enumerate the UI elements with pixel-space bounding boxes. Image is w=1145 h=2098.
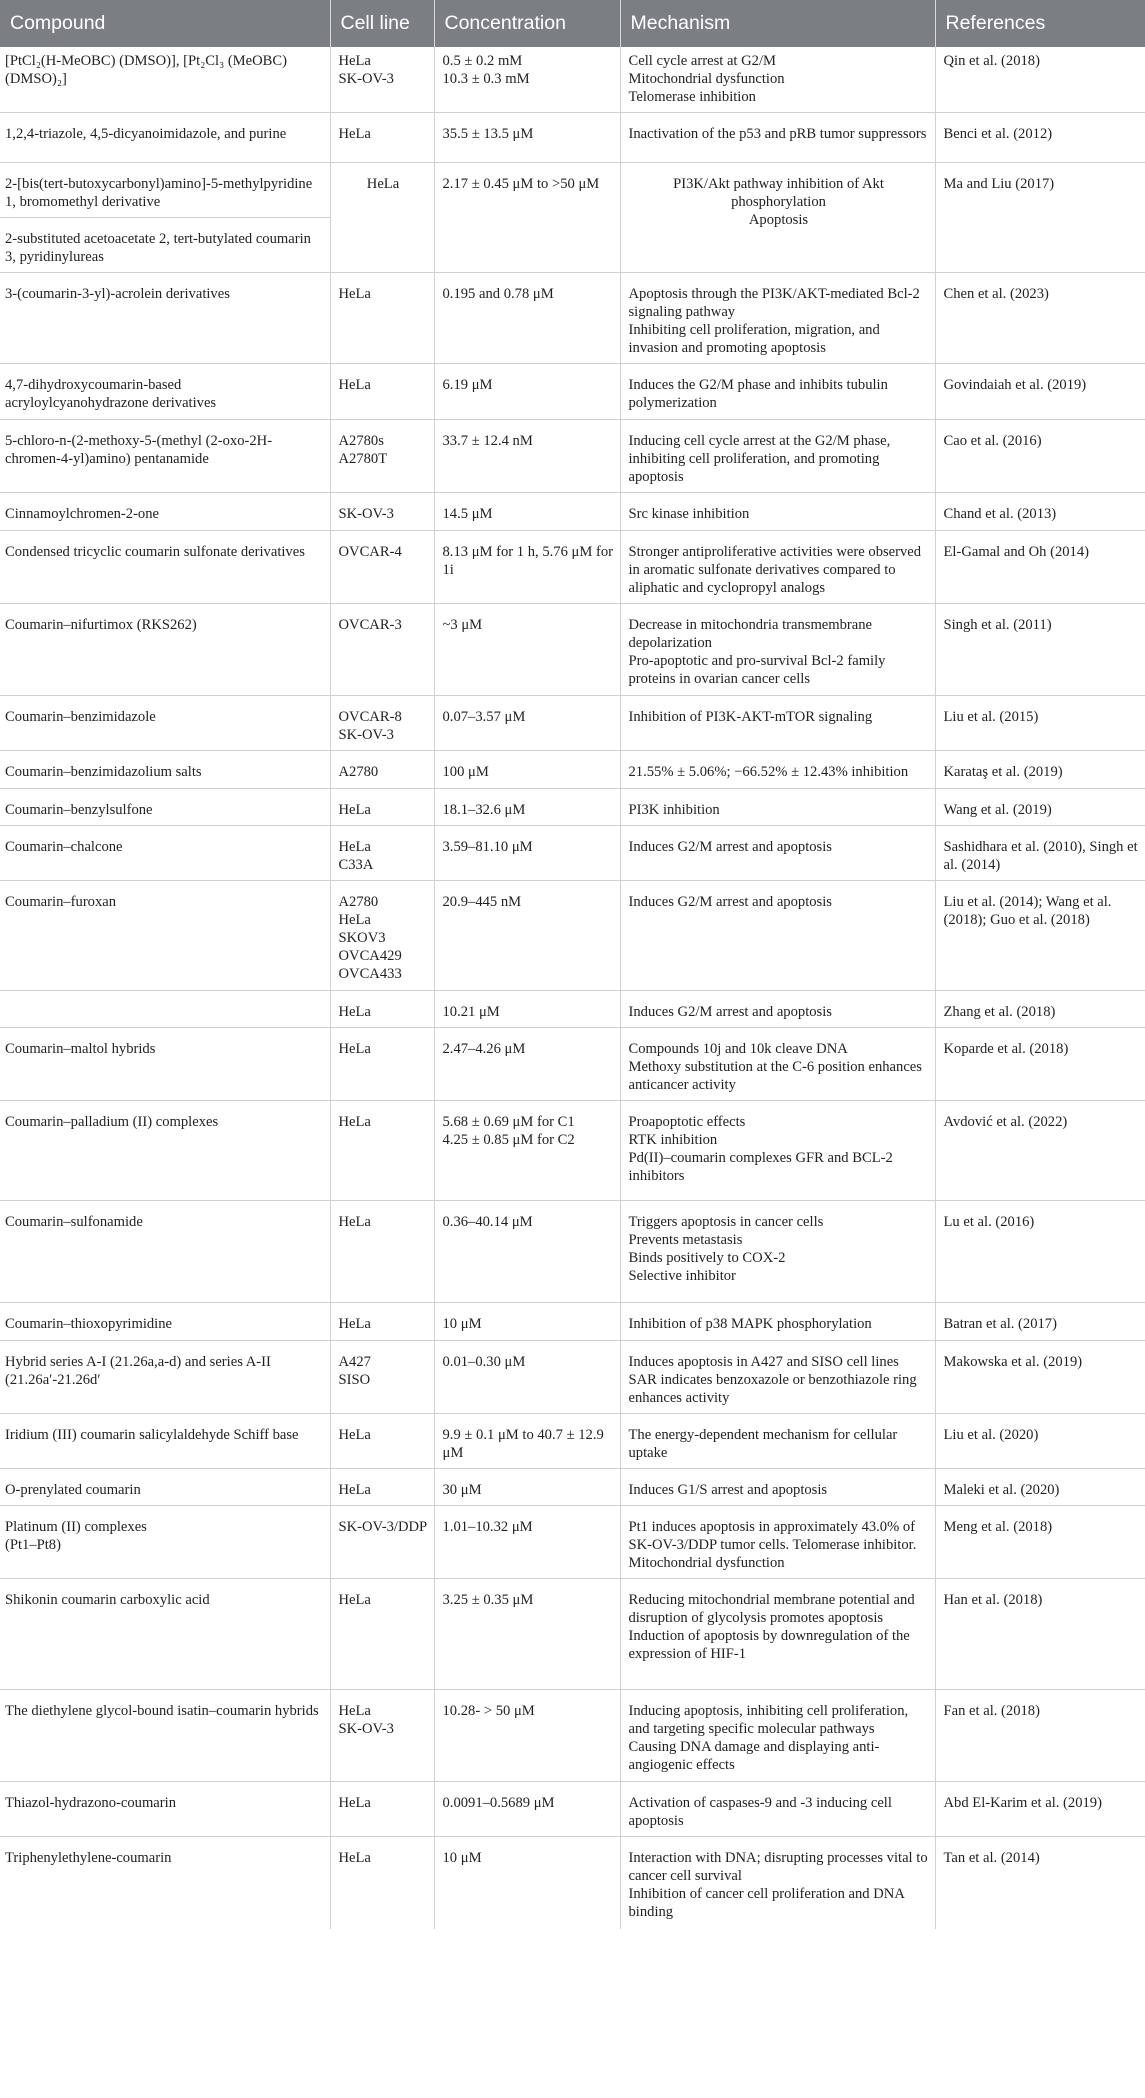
cell-compound: 3-(coumarin-3-yl)-acrolein derivatives	[0, 273, 330, 364]
cell-cell-line: HeLa	[330, 1579, 434, 1690]
cell-mechanism: Induces G2/M arrest and apoptosis	[620, 826, 935, 881]
cell-reference: Avdović et al. (2022)	[935, 1101, 1145, 1201]
cell-compound: Coumarin–chalcone	[0, 826, 330, 881]
table-row	[0, 1028, 1145, 1101]
cell-mechanism: Apoptosis through the PI3K/AKT-mediated Bcl-2 signaling pathway Inhibiting cell proliferation, migration, and invasion and promoting apoptosis	[620, 273, 935, 364]
cell-cell-line: OVCAR-4	[330, 531, 434, 604]
cell-reference: Makowska et al. (2019)	[935, 1341, 1145, 1414]
cell-cell-line: HeLa	[330, 163, 434, 273]
cell-reference: Zhang et al. (2018)	[935, 991, 1145, 1028]
cell-mechanism: Decrease in mitochondria transmembrane depolarization Pro-apoptotic and pro-survival Bcl-2 family proteins in ovarian cancer cells	[620, 604, 935, 696]
cell-reference: Chen et al. (2023)	[935, 273, 1145, 364]
cell-cell-line: HeLa SK-OV-3	[330, 1690, 434, 1782]
cell-reference: Ma and Liu (2017)	[935, 163, 1145, 273]
table-row	[0, 1469, 1145, 1506]
cell-reference: Wang et al. (2019)	[935, 789, 1145, 826]
table-row	[0, 47, 1145, 113]
cell-cell-line: A427 SISO	[330, 1341, 434, 1414]
cell-concentration: ~3 μM	[434, 604, 620, 696]
cell-mechanism: Compounds 10j and 10k cleave DNA Methoxy substitution at the C-6 position enhances anticancer activity	[620, 1028, 935, 1101]
table-row	[0, 696, 1145, 751]
cell-concentration: 0.5 ± 0.2 mM 10.3 ± 0.3 mM	[434, 47, 620, 113]
cell-cell-line: A2780 HeLa SKOV3 OVCA429 OVCA433	[330, 881, 434, 991]
cell-cell-line: SK-OV-3/DDP	[330, 1506, 434, 1579]
cell-concentration: 10 μM	[434, 1837, 620, 1929]
cell-mechanism: Inhibition of p38 MAPK phosphorylation	[620, 1303, 935, 1341]
cell-mechanism: Activation of caspases-9 and -3 inducing cell apoptosis	[620, 1782, 935, 1837]
cell-compound: Coumarin–palladium (II) complexes	[0, 1101, 330, 1201]
cell-mechanism: Reducing mitochondrial membrane potential and disruption of glycolysis promotes apoptosis Induction of apoptosis by downregulation of the expression of HIF-1	[620, 1579, 935, 1690]
cell-compound: 4,7-dihydroxycoumarin-based acryloylcyanohydrazone derivatives	[0, 364, 330, 420]
cell-reference: Koparde et al. (2018)	[935, 1028, 1145, 1101]
cell-mechanism: Inactivation of the p53 and pRB tumor suppressors	[620, 113, 935, 163]
cell-concentration: 2.17 ± 0.45 μM to >50 μM	[434, 163, 620, 273]
cell-reference: Liu et al. (2014); Wang et al. (2018); Guo et al. (2018)	[935, 881, 1145, 991]
cell-mechanism: Proapoptotic effects RTK inhibition Pd(II)–coumarin complexes GFR and BCL-2 inhibitors	[620, 1101, 935, 1201]
cell-reference: Cao et al. (2016)	[935, 420, 1145, 493]
cell-concentration: 3.25 ± 0.35 μM	[434, 1579, 620, 1690]
table-row	[0, 789, 1145, 826]
cell-compound: Triphenylethylene-coumarin	[0, 1837, 330, 1929]
cell-concentration: 10.28- > 50 μM	[434, 1690, 620, 1782]
table-row	[0, 881, 1145, 991]
table-row	[0, 604, 1145, 696]
cell-mechanism: Induces G1/S arrest and apoptosis	[620, 1469, 935, 1506]
cell-concentration: 8.13 μM for 1 h, 5.76 μM for 1i	[434, 531, 620, 604]
cell-mechanism: Induces the G2/M phase and inhibits tubulin polymerization	[620, 364, 935, 420]
cell-cell-line: HeLa SK-OV-3	[330, 47, 434, 113]
cell-compound: Shikonin coumarin carboxylic acid	[0, 1579, 330, 1690]
cell-cell-line: A2780s A2780T	[330, 420, 434, 493]
cell-compound: Coumarin–thioxopyrimidine	[0, 1303, 330, 1341]
cell-cell-line: HeLa	[330, 789, 434, 826]
table-row	[0, 826, 1145, 881]
cell-concentration: 20.9–445 nM	[434, 881, 620, 991]
cell-reference: Chand et al. (2013)	[935, 493, 1145, 531]
table-row	[0, 1782, 1145, 1837]
cell-mechanism: PI3K/Akt pathway inhibition of Akt phosphorylation Apoptosis	[620, 163, 935, 273]
cell-mechanism: PI3K inhibition	[620, 789, 935, 826]
cell-cell-line: HeLa	[330, 364, 434, 420]
cell-concentration: 0.0091–0.5689 μM	[434, 1782, 620, 1837]
table-row	[0, 1341, 1145, 1414]
cell-concentration: 30 μM	[434, 1469, 620, 1506]
cell-reference: Govindaiah et al. (2019)	[935, 364, 1145, 420]
cell-compound: Coumarin–furoxan	[0, 881, 330, 991]
table-row	[0, 420, 1145, 493]
cell-mechanism: 21.55% ± 5.06%; −66.52% ± 12.43% inhibition	[620, 751, 935, 789]
table-row	[0, 493, 1145, 531]
cell-cell-line: HeLa	[330, 1028, 434, 1101]
table-row	[0, 531, 1145, 604]
cell-concentration: 35.5 ± 13.5 μM	[434, 113, 620, 163]
table-row	[0, 1579, 1145, 1690]
table-row	[0, 1201, 1145, 1303]
cell-compound: The diethylene glycol-bound isatin–coumarin hybrids	[0, 1690, 330, 1782]
cell-cell-line: HeLa	[330, 1101, 434, 1201]
cell-concentration: 3.59–81.10 μM	[434, 826, 620, 881]
cell-compound: Coumarin–benzylsulfone	[0, 789, 330, 826]
table-row	[0, 1690, 1145, 1782]
cell-mechanism: Pt1 induces apoptosis in approximately 43.0% of SK-OV-3/DDP tumor cells. Telomerase inhibitor. Mitochondrial dysfunction	[620, 1506, 935, 1579]
cell-compound	[0, 991, 330, 1028]
cell-concentration: 10 μM	[434, 1303, 620, 1341]
table-row	[0, 1837, 1145, 1929]
cell-concentration: 33.7 ± 12.4 nM	[434, 420, 620, 493]
cell-compound: O-prenylated coumarin	[0, 1469, 330, 1506]
cell-reference: Meng et al. (2018)	[935, 1506, 1145, 1579]
cell-reference: Qin et al. (2018)	[935, 47, 1145, 113]
table-row	[0, 1506, 1145, 1579]
cell-mechanism: Induces apoptosis in A427 and SISO cell lines SAR indicates benzoxazole or benzothiazole ring enhances activity	[620, 1341, 935, 1414]
cell-compound: 2-substituted acetoacetate 2, tert-butylated coumarin 3, pyridinylureas	[0, 218, 330, 273]
cell-reference: Sashidhara et al. (2010), Singh et al. (2014)	[935, 826, 1145, 881]
cell-compound: 5-chloro-n-(2-methoxy-5-(methyl (2-oxo-2H-chromen-4-yl)amino) pentanamide	[0, 420, 330, 493]
cell-cell-line: OVCAR-3	[330, 604, 434, 696]
header-mechanism: Mechanism	[620, 0, 935, 47]
cell-compound: Platinum (II) complexes (Pt1–Pt8)	[0, 1506, 330, 1579]
table-row	[0, 1101, 1145, 1201]
cell-mechanism: Triggers apoptosis in cancer cells Prevents metastasis Binds positively to COX-2 Selective inhibitor	[620, 1201, 935, 1303]
cell-concentration: 2.47–4.26 μM	[434, 1028, 620, 1101]
cell-reference: Liu et al. (2020)	[935, 1414, 1145, 1469]
cell-compound: 1,2,4-triazole, 4,5-dicyanoimidazole, and purine	[0, 113, 330, 163]
cell-cell-line: HeLa	[330, 1303, 434, 1341]
cell-mechanism: Inducing cell cycle arrest at the G2/M phase, inhibiting cell proliferation, and promoting apoptosis	[620, 420, 935, 493]
cell-reference: Lu et al. (2016)	[935, 1201, 1145, 1303]
cell-reference: Liu et al. (2015)	[935, 696, 1145, 751]
cell-reference: Fan et al. (2018)	[935, 1690, 1145, 1782]
cell-mechanism: Cell cycle arrest at G2/M Mitochondrial dysfunction Telomerase inhibition	[620, 47, 935, 113]
table-row	[0, 364, 1145, 420]
cell-compound: Condensed tricyclic coumarin sulfonate derivatives	[0, 531, 330, 604]
cell-concentration: 5.68 ± 0.69 μM for C1 4.25 ± 0.85 μM for C2	[434, 1101, 620, 1201]
cell-cell-line: HeLa	[330, 1837, 434, 1929]
cell-mechanism: Stronger antiproliferative activities were observed in aromatic sulfonate derivatives compared to aliphatic and cyclopropyl analogs	[620, 531, 935, 604]
cell-cell-line: HeLa	[330, 113, 434, 163]
cell-mechanism: Induces G2/M arrest and apoptosis	[620, 881, 935, 991]
table-header	[0, 0, 1145, 47]
cell-reference: Batran et al. (2017)	[935, 1303, 1145, 1341]
cell-reference: El-Gamal and Oh (2014)	[935, 531, 1145, 604]
cell-reference: Benci et al. (2012)	[935, 113, 1145, 163]
cell-reference: Singh et al. (2011)	[935, 604, 1145, 696]
header-compound: Compound	[0, 0, 330, 47]
table-row	[0, 163, 1145, 218]
cell-cell-line: HeLa C33A	[330, 826, 434, 881]
cell-concentration: 0.07–3.57 μM	[434, 696, 620, 751]
cell-mechanism: Src kinase inhibition	[620, 493, 935, 531]
cell-mechanism: The energy-dependent mechanism for cellular uptake	[620, 1414, 935, 1469]
cell-reference: Maleki et al. (2020)	[935, 1469, 1145, 1506]
cell-mechanism: Induces G2/M arrest and apoptosis	[620, 991, 935, 1028]
cell-compound: [PtCl₂(H-MeOBC) (DMSO)], [Pt₂Cl₃ (MeOBC)(DMSO)₂]	[0, 47, 330, 113]
table-row	[0, 113, 1145, 163]
cell-compound: Coumarin–benzimidazolium salts	[0, 751, 330, 789]
table-row	[0, 1303, 1145, 1341]
cell-reference: Han et al. (2018)	[935, 1579, 1145, 1690]
cell-concentration: 14.5 μM	[434, 493, 620, 531]
cell-reference: Tan et al. (2014)	[943, 1850, 1040, 1866]
cell-concentration: 0.36–40.14 μM	[434, 1201, 620, 1303]
cell-cell-line: HeLa	[330, 1414, 434, 1469]
cell-compound: Coumarin–sulfonamide	[0, 1201, 330, 1303]
cell-concentration: 1.01–10.32 μM	[434, 1506, 620, 1579]
cell-compound: Cinnamoylchromen-2-one	[0, 493, 330, 531]
cell-compound: Coumarin–maltol hybrids	[0, 1028, 330, 1101]
cell-cell-line: A2780	[330, 751, 434, 789]
cell-compound: Coumarin–nifurtimox (RKS262)	[0, 604, 330, 696]
table-row	[0, 991, 1145, 1028]
cell-compound: Hybrid series A-I (21.26a,a-d) and series A-II (21.26a′-21.26d′	[0, 1341, 330, 1414]
table-row	[0, 751, 1145, 789]
header-concentration: Concentration	[434, 0, 620, 47]
cell-concentration: 10.21 μM	[434, 991, 620, 1028]
cell-compound: Iridium (III) coumarin salicylaldehyde Schiff base	[0, 1414, 330, 1469]
table-row	[0, 273, 1145, 364]
cell-reference: Abd El-Karim et al. (2019)	[935, 1782, 1145, 1837]
table-row	[0, 1414, 1145, 1469]
cell-compound: Coumarin–benzimidazole	[0, 696, 330, 751]
cell-mechanism: Inhibition of PI3K-AKT-mTOR signaling	[620, 696, 935, 751]
cell-concentration: 6.19 μM	[434, 364, 620, 420]
cell-mechanism: Inducing apoptosis, inhibiting cell proliferation, and targeting specific molecular pathways Causing DNA damage and displaying anti-angiogenic effects	[620, 1690, 935, 1782]
cell-concentration: 18.1–32.6 μM	[434, 789, 620, 826]
cell-cell-line: HeLa	[330, 991, 434, 1028]
cell-concentration: 0.01–0.30 μM	[434, 1341, 620, 1414]
cell-cell-line: HeLa	[330, 1469, 434, 1506]
cell-mechanism: Interaction with DNA; disrupting processes vital to cancer cell survival Inhibition of cancer cell proliferation and DNA binding	[620, 1837, 935, 1929]
cell-concentration: 0.195 and 0.78 μM	[434, 273, 620, 364]
cell-reference: Karataş et al. (2019)	[935, 751, 1145, 789]
cell-cell-line: HeLa	[330, 273, 434, 364]
cell-cell-line: HeLa	[330, 1201, 434, 1303]
header-cell-line: Cell line	[330, 0, 434, 47]
cell-concentration: 9.9 ± 0.1 μM to 40.7 ± 12.9 μM	[434, 1414, 620, 1469]
cell-cell-line: HeLa	[330, 1782, 434, 1837]
cell-cell-line: SK-OV-3	[330, 493, 434, 531]
header-references: References	[935, 0, 1145, 47]
cell-compound: Thiazol-hydrazono-coumarin	[0, 1782, 330, 1837]
cell-compound: 2-[bis(tert-butoxycarbonyl)amino]-5-methylpyridine 1, bromomethyl derivative	[0, 163, 330, 218]
cell-concentration: 100 μM	[434, 751, 620, 789]
cell-cell-line: OVCAR-8 SK-OV-3	[330, 696, 434, 751]
